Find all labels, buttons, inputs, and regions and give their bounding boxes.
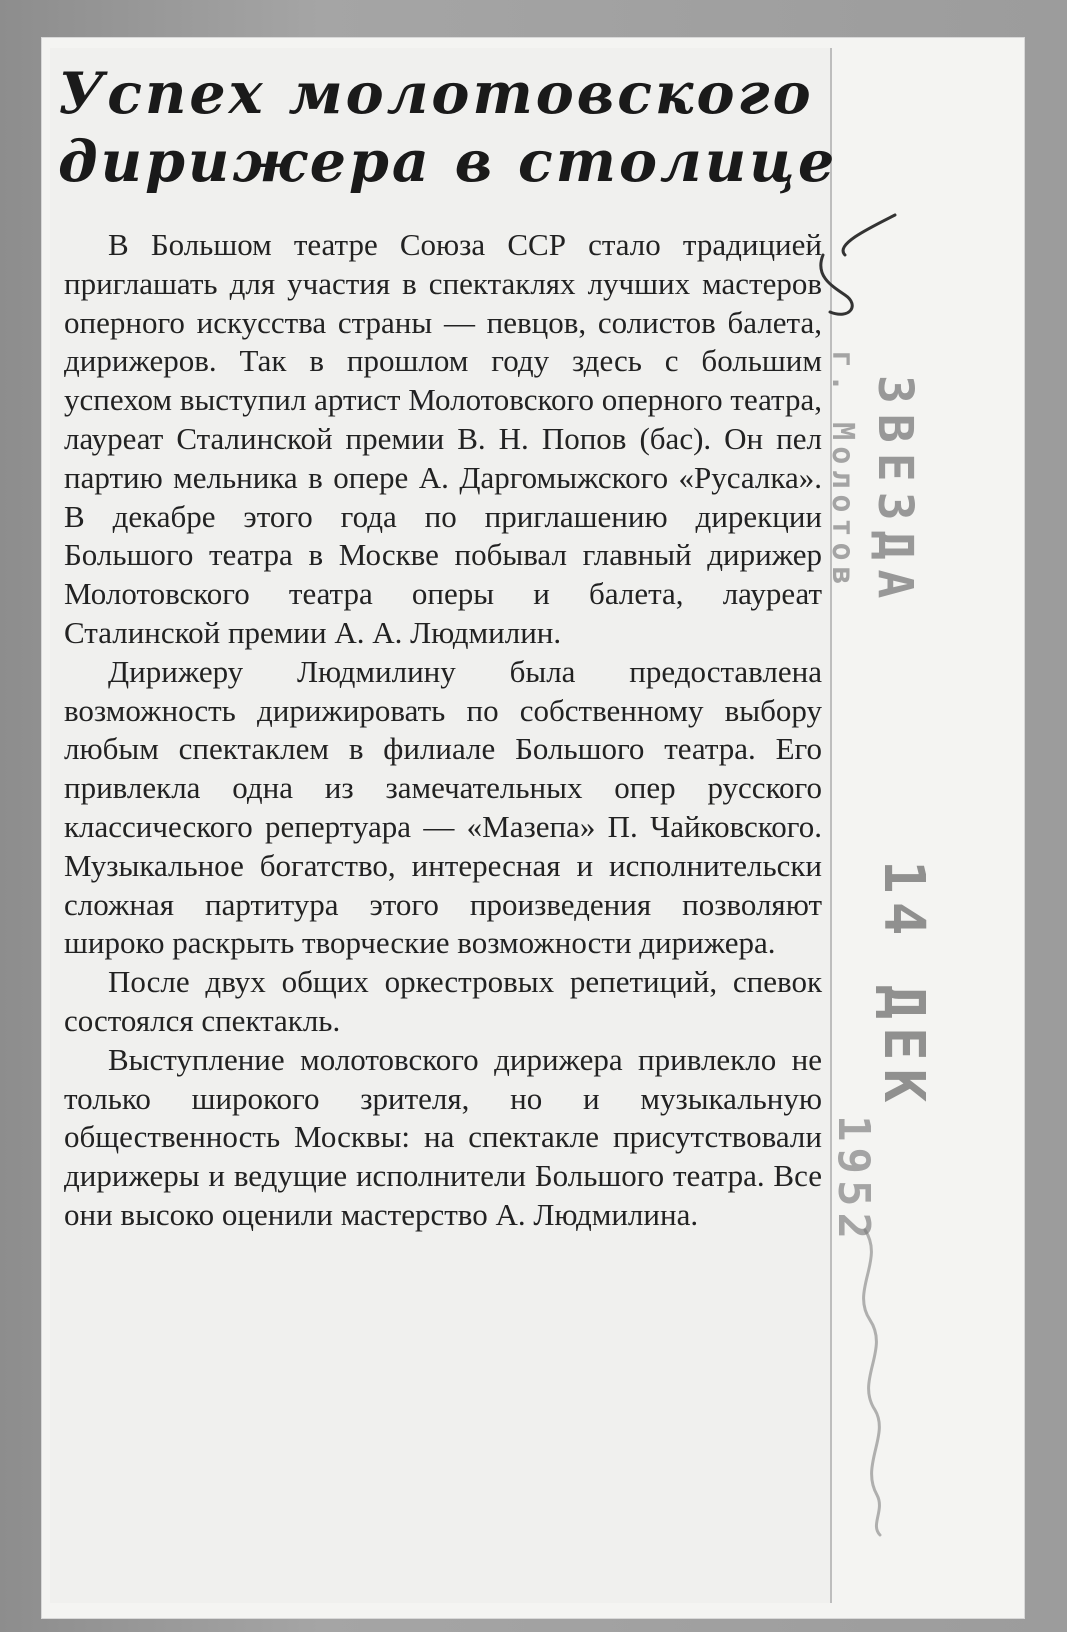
- headline-line-1: Успех молотовского: [58, 60, 814, 127]
- article-paragraph-3: После двух общих оркестровых репетиций, спевок состоялся спектакль.: [64, 964, 822, 1038]
- newspaper-clipping: [50, 48, 838, 1603]
- pencil-annotation-icon: [835, 1220, 905, 1540]
- newspaper-name-stamp: ЗВЕЗДА: [867, 375, 923, 609]
- article-body: [64, 226, 822, 1235]
- date-stamp: 14 ДЕК: [871, 860, 936, 1111]
- year-stamp: 1952: [828, 1115, 879, 1245]
- article-paragraph-2: Дирижеру Людмилину была предоставлена возможность дирижировать по собственному выбору любым спектаклем в филиале Большого театра. Его привлекла одна из замечательных опер русского классического репертуара — «Мазепа» П. Чайковского. Музыкальное богатство, интересная и исполнительски сложная партитура этого произведения позволяют широко раскрыть творческие возможности дирижера.: [64, 653, 822, 961]
- city-stamp: г. Молотов: [825, 350, 860, 591]
- article-headline: [58, 60, 838, 196]
- article-paragraph-4: Выступление молотовского дирижера привлекло не только широкого зрителя, но и музыкальную общественность Москвы: на спектакле присутствовали дирижеры и ведущие исполнители Большого театра. Все они высоко оценили мастерство А. Людмилина.: [64, 1041, 822, 1232]
- article-paragraph-1: В Большом театре Союза ССР стало традицией приглашать для участия в спектаклях лучших мастеров оперного искусства страны — певцов, солистов балета, дирижеров. Так в прошлом году здесь с большим успехом выступил артист Молотовского оперного театра, лауреат Сталинской премии В. Н. Попов (бас). Он пел партию мельника в опере А. Даргомыжского «Русалка». В декабре этого года по приглашению дирекции Большого театра в Москве побывал главный дирижер Молотовского театра оперы и балета, лауреат Сталинской премии А. А. Людмилин.: [64, 227, 822, 650]
- handwritten-mark-icon: [805, 200, 935, 350]
- headline-line-2: дирижера в столице: [58, 128, 838, 195]
